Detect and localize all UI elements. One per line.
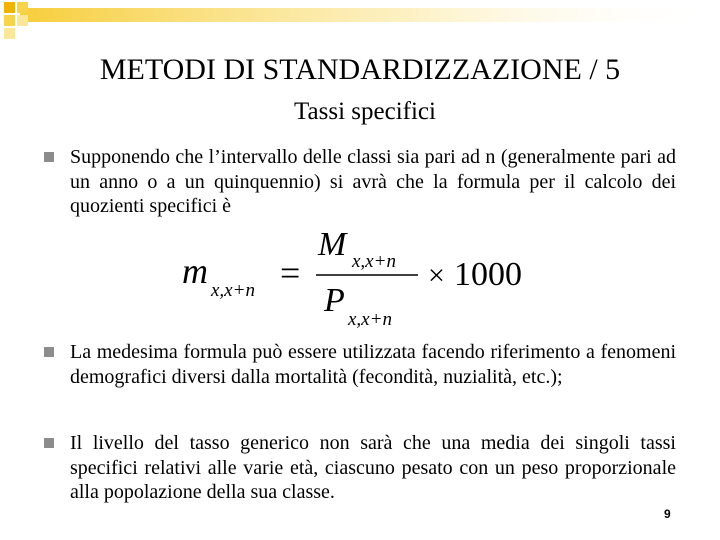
bullet-marker-1	[44, 152, 54, 162]
formula-lhs-symbol: m	[182, 251, 208, 291]
bullet-text-2: La medesima formula può essere utilizzata facendo riferimento a fenomeni demografici diversi dalla mortalità (fecondità, nuzialità, etc.);	[70, 341, 676, 388]
formula-numerator-symbol: M	[318, 226, 347, 263]
formula-lhs-subscript: x,x+n	[211, 280, 255, 301]
formula-denominator-subscript: x,x+n	[348, 309, 392, 330]
bullet-text-3: Il livello del tasso generico non sarà che una media dei singoli tassi specifici relativi alle varie età, ciascuno pesato con un peso proporzionale alla popolazione della sua classe.	[70, 432, 676, 503]
corner-decoration	[0, 0, 720, 40]
formula-denominator-symbol: P	[324, 282, 345, 319]
slide-subtitle: Tassi specifici	[294, 98, 436, 125]
bullet-text-1: Supponendo che l’intervallo delle classi sia pari ad n (generalmente pari ad un anno o a un quinquennio) si avrà che la formula per il calcolo dei quozienti specifici è	[70, 146, 676, 217]
page-number: 9	[664, 507, 671, 521]
slide-title: METODI DI STANDARDIZZAZIONE / 5	[99, 53, 621, 86]
formula-multiplier: 1000	[454, 256, 522, 293]
bullet-marker-2	[44, 347, 54, 357]
formula-numerator-subscript: x,x+n	[352, 251, 396, 272]
formula-equals: =	[280, 253, 301, 293]
formula-times: ×	[428, 259, 445, 292]
bullet-marker-3	[44, 438, 54, 448]
specific-rate-formula	[178, 225, 538, 335]
